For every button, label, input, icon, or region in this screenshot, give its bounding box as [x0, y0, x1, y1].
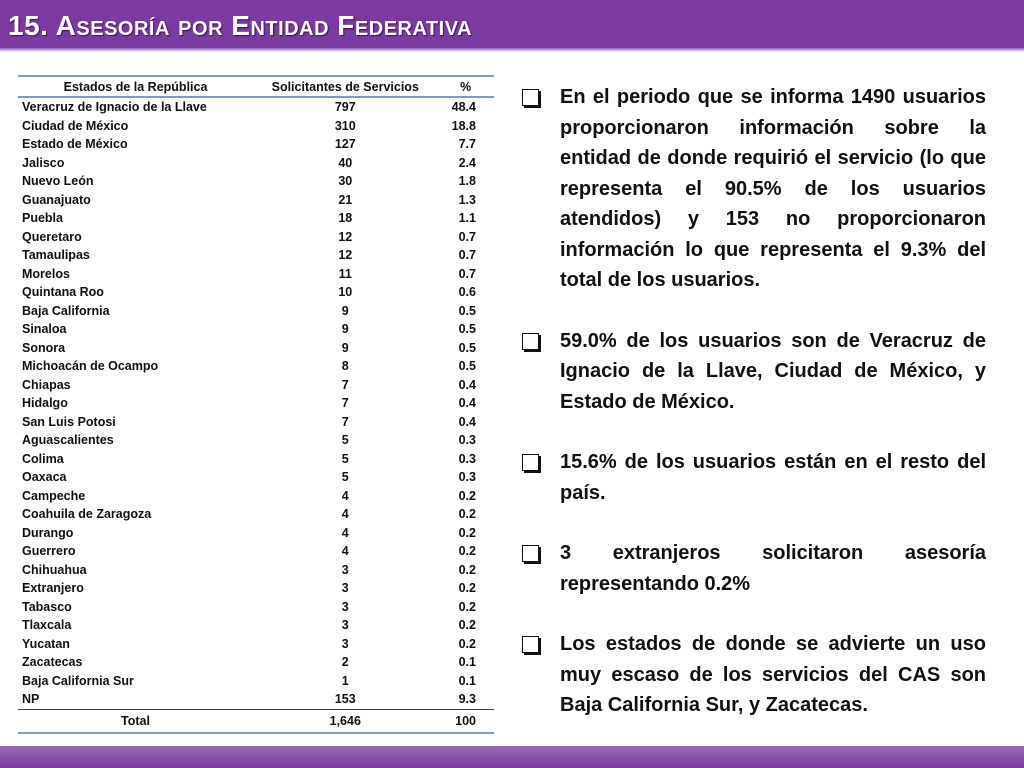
- state-name-cell: Guerrero: [22, 544, 76, 559]
- states-table-container: [18, 75, 494, 734]
- table-row: [18, 283, 494, 302]
- table-row: [18, 357, 494, 376]
- state-name-cell: Durango: [22, 525, 74, 540]
- state-name-cell: Nuevo León: [22, 174, 94, 189]
- table-total-row: [18, 709, 494, 733]
- bullet-item: [520, 538, 986, 599]
- requesters-cell: 797: [334, 100, 356, 115]
- requesters-cell: 5: [341, 451, 349, 466]
- requesters-cell: 4: [341, 544, 349, 559]
- percent-cell: 0.1: [458, 673, 476, 688]
- table-row: [18, 561, 494, 580]
- percent-cell: 0.5: [458, 322, 476, 337]
- requesters-cell: 127: [334, 137, 356, 152]
- table-row: [18, 413, 494, 432]
- percent-cell: 0.3: [458, 433, 476, 448]
- requesters-cell: 9: [341, 303, 349, 318]
- requesters-cell: 21: [338, 192, 353, 207]
- requesters-cell: 18: [338, 211, 353, 226]
- table-row: [18, 172, 494, 191]
- percent-cell: 0.4: [458, 377, 476, 392]
- table-row: [18, 209, 494, 228]
- table-row: [18, 339, 494, 358]
- table-row: [18, 524, 494, 543]
- requesters-cell: 1: [341, 673, 349, 688]
- percent-cell: 0.2: [458, 507, 476, 522]
- state-name-cell: Baja California Sur: [22, 673, 134, 688]
- state-name-cell: Tabasco: [22, 599, 72, 614]
- table-row: [18, 487, 494, 506]
- requesters-cell: 10: [338, 285, 353, 300]
- requesters-cell: 2: [341, 655, 349, 670]
- state-name-cell: Extranjero: [22, 581, 84, 596]
- table-row: [18, 616, 494, 635]
- bullet-text: 15.6% de los usuarios están en el resto del país.: [560, 451, 986, 504]
- requesters-cell: 9: [341, 340, 349, 355]
- percent-cell: 0.2: [458, 581, 476, 596]
- checkbox-square-icon: [522, 636, 539, 653]
- table-body: [18, 97, 494, 709]
- state-name-cell: Yucatan: [22, 636, 70, 651]
- percent-cell: 1.8: [458, 174, 476, 189]
- bullet-text: 3 extranjeros solicitaron asesoría representando 0.2%: [560, 542, 986, 595]
- percent-cell: 0.2: [458, 618, 476, 633]
- table-row: [18, 228, 494, 247]
- state-name-cell: Chiapas: [22, 377, 71, 392]
- requesters-cell: 5: [341, 433, 349, 448]
- percent-cell: 7.7: [458, 137, 476, 152]
- requesters-cell: 3: [341, 562, 349, 577]
- table-row: [18, 117, 494, 136]
- percent-cell: 1.1: [458, 211, 476, 226]
- bullet-item: [520, 326, 986, 418]
- percent-cell: 0.5: [458, 303, 476, 318]
- requesters-cell: 3: [341, 618, 349, 633]
- table-row: [18, 468, 494, 487]
- bullet-item: [520, 82, 986, 296]
- table-header-row: [18, 76, 494, 97]
- requesters-cell: 11: [338, 266, 352, 281]
- total-requesters: 1,646: [253, 709, 437, 733]
- state-name-cell: Tlaxcala: [22, 618, 72, 633]
- percent-cell: 0.7: [458, 229, 476, 244]
- percent-cell: 0.2: [458, 636, 476, 651]
- percent-cell: 0.3: [458, 470, 476, 485]
- bullet-list: [520, 82, 986, 751]
- requesters-cell: 4: [341, 507, 349, 522]
- state-name-cell: Oaxaca: [22, 470, 67, 485]
- table-row: [18, 394, 494, 413]
- checkbox-square-icon: [522, 454, 539, 471]
- bottom-bar: [0, 746, 1024, 768]
- percent-cell: 0.7: [458, 248, 476, 263]
- table-row: [18, 265, 494, 284]
- state-name-cell: Ciudad de México: [22, 118, 129, 133]
- page-title: 15. Asesoría por Entidad Federativa: [8, 10, 473, 41]
- title-bar-shadow: [0, 48, 1024, 52]
- state-name-cell: Colima: [22, 451, 64, 466]
- state-name-cell: Sonora: [22, 340, 66, 355]
- table-row: [18, 135, 494, 154]
- percent-cell: 18.8: [451, 118, 476, 133]
- requesters-cell: 153: [334, 692, 356, 707]
- table-row: [18, 320, 494, 339]
- percent-cell: 0.5: [458, 359, 476, 374]
- requesters-cell: 12: [338, 248, 353, 263]
- requesters-cell: 4: [341, 488, 349, 503]
- percent-cell: 2.4: [458, 155, 476, 170]
- table-row: [18, 431, 494, 450]
- header-requesters: Solicitantes de Servicios: [253, 76, 437, 97]
- requesters-cell: 7: [341, 414, 349, 429]
- state-name-cell: Quintana Roo: [22, 285, 104, 300]
- requesters-cell: 7: [341, 377, 349, 392]
- requesters-cell: 40: [338, 155, 353, 170]
- table-row: [18, 505, 494, 524]
- table-row: [18, 635, 494, 654]
- header-states: Estados de la República: [18, 76, 253, 97]
- state-name-cell: Queretaro: [22, 229, 82, 244]
- bullet-text: En el periodo que se informa 1490 usuarios proporcionaron información sobre la entidad de donde requirió el servicio (lo que representa el 90.5% de los usuarios atendidos) y 153 no proporcionaron información lo que representa el 9.3% del total de los usuarios.: [560, 86, 986, 291]
- state-name-cell: Tamaulipas: [22, 248, 90, 263]
- percent-cell: 0.3: [458, 451, 476, 466]
- bullet-text: 59.0% de los usuarios son de Veracruz de Ignacio de la Llave, Ciudad de México, y Estado de México.: [560, 329, 986, 413]
- state-name-cell: Michoacán de Ocampo: [22, 359, 159, 374]
- state-name-cell: Estado de México: [22, 137, 128, 152]
- state-name-cell: Hidalgo: [22, 396, 68, 411]
- table-row: [18, 154, 494, 173]
- requesters-cell: 3: [341, 599, 349, 614]
- bullet-item: [520, 629, 986, 721]
- state-name-cell: NP: [22, 692, 40, 707]
- requesters-cell: 3: [341, 581, 349, 596]
- state-name-cell: Aguascalientes: [22, 433, 114, 448]
- percent-cell: 0.4: [458, 396, 476, 411]
- percent-cell: 0.2: [458, 544, 476, 559]
- total-label: Total: [18, 709, 253, 733]
- percent-cell: 0.4: [458, 414, 476, 429]
- requesters-cell: 8: [341, 359, 349, 374]
- table-row: [18, 97, 494, 117]
- title-bar: [0, 0, 1024, 50]
- state-name-cell: Baja California: [22, 303, 110, 318]
- state-name-cell: Morelos: [22, 266, 70, 281]
- checkbox-square-icon: [522, 333, 539, 350]
- table-row: [18, 191, 494, 210]
- percent-cell: 0.5: [458, 340, 476, 355]
- table-row: [18, 653, 494, 672]
- requesters-cell: 7: [341, 396, 349, 411]
- requesters-cell: 9: [341, 322, 349, 337]
- state-name-cell: Coahuila de Zaragoza: [22, 507, 152, 522]
- state-name-cell: Chihuahua: [22, 562, 87, 577]
- state-name-cell: Veracruz de Ignacio de la Llave: [22, 100, 207, 115]
- percent-cell: 48.4: [451, 100, 476, 115]
- table-row: [18, 672, 494, 691]
- table-row: [18, 376, 494, 395]
- percent-cell: 0.7: [458, 266, 476, 281]
- requesters-cell: 30: [338, 174, 353, 189]
- table-row: [18, 598, 494, 617]
- percent-cell: 9.3: [458, 692, 476, 707]
- table-row: [18, 690, 494, 709]
- table-row: [18, 302, 494, 321]
- state-name-cell: Campeche: [22, 488, 86, 503]
- total-percent: 100: [437, 709, 494, 733]
- requesters-cell: 12: [338, 229, 353, 244]
- state-name-cell: Puebla: [22, 211, 63, 226]
- percent-cell: 0.2: [458, 562, 476, 577]
- requesters-cell: 5: [341, 470, 349, 485]
- percent-cell: 0.2: [458, 525, 476, 540]
- state-name-cell: Jalisco: [22, 155, 65, 170]
- table-row: [18, 579, 494, 598]
- table-row: [18, 450, 494, 469]
- percent-cell: 0.2: [458, 488, 476, 503]
- states-table: [18, 75, 494, 734]
- percent-cell: 1.3: [458, 192, 476, 207]
- percent-cell: 0.2: [458, 599, 476, 614]
- requesters-cell: 310: [334, 118, 356, 133]
- requesters-cell: 3: [341, 636, 349, 651]
- bullet-item: [520, 447, 986, 508]
- checkbox-square-icon: [522, 545, 539, 562]
- header-percent: %: [437, 76, 494, 97]
- table-row: [18, 542, 494, 561]
- state-name-cell: San Luis Potosi: [22, 414, 116, 429]
- state-name-cell: Guanajuato: [22, 192, 91, 207]
- percent-cell: 0.1: [458, 655, 476, 670]
- bullet-text: Los estados de donde se advierte un uso muy escaso de los servicios del CAS son Baja California Sur, y Zacatecas.: [560, 633, 986, 716]
- percent-cell: 0.6: [458, 285, 476, 300]
- state-name-cell: Sinaloa: [22, 322, 67, 337]
- state-name-cell: Zacatecas: [22, 655, 83, 670]
- requesters-cell: 4: [341, 525, 349, 540]
- checkbox-square-icon: [522, 89, 539, 106]
- table-row: [18, 246, 494, 265]
